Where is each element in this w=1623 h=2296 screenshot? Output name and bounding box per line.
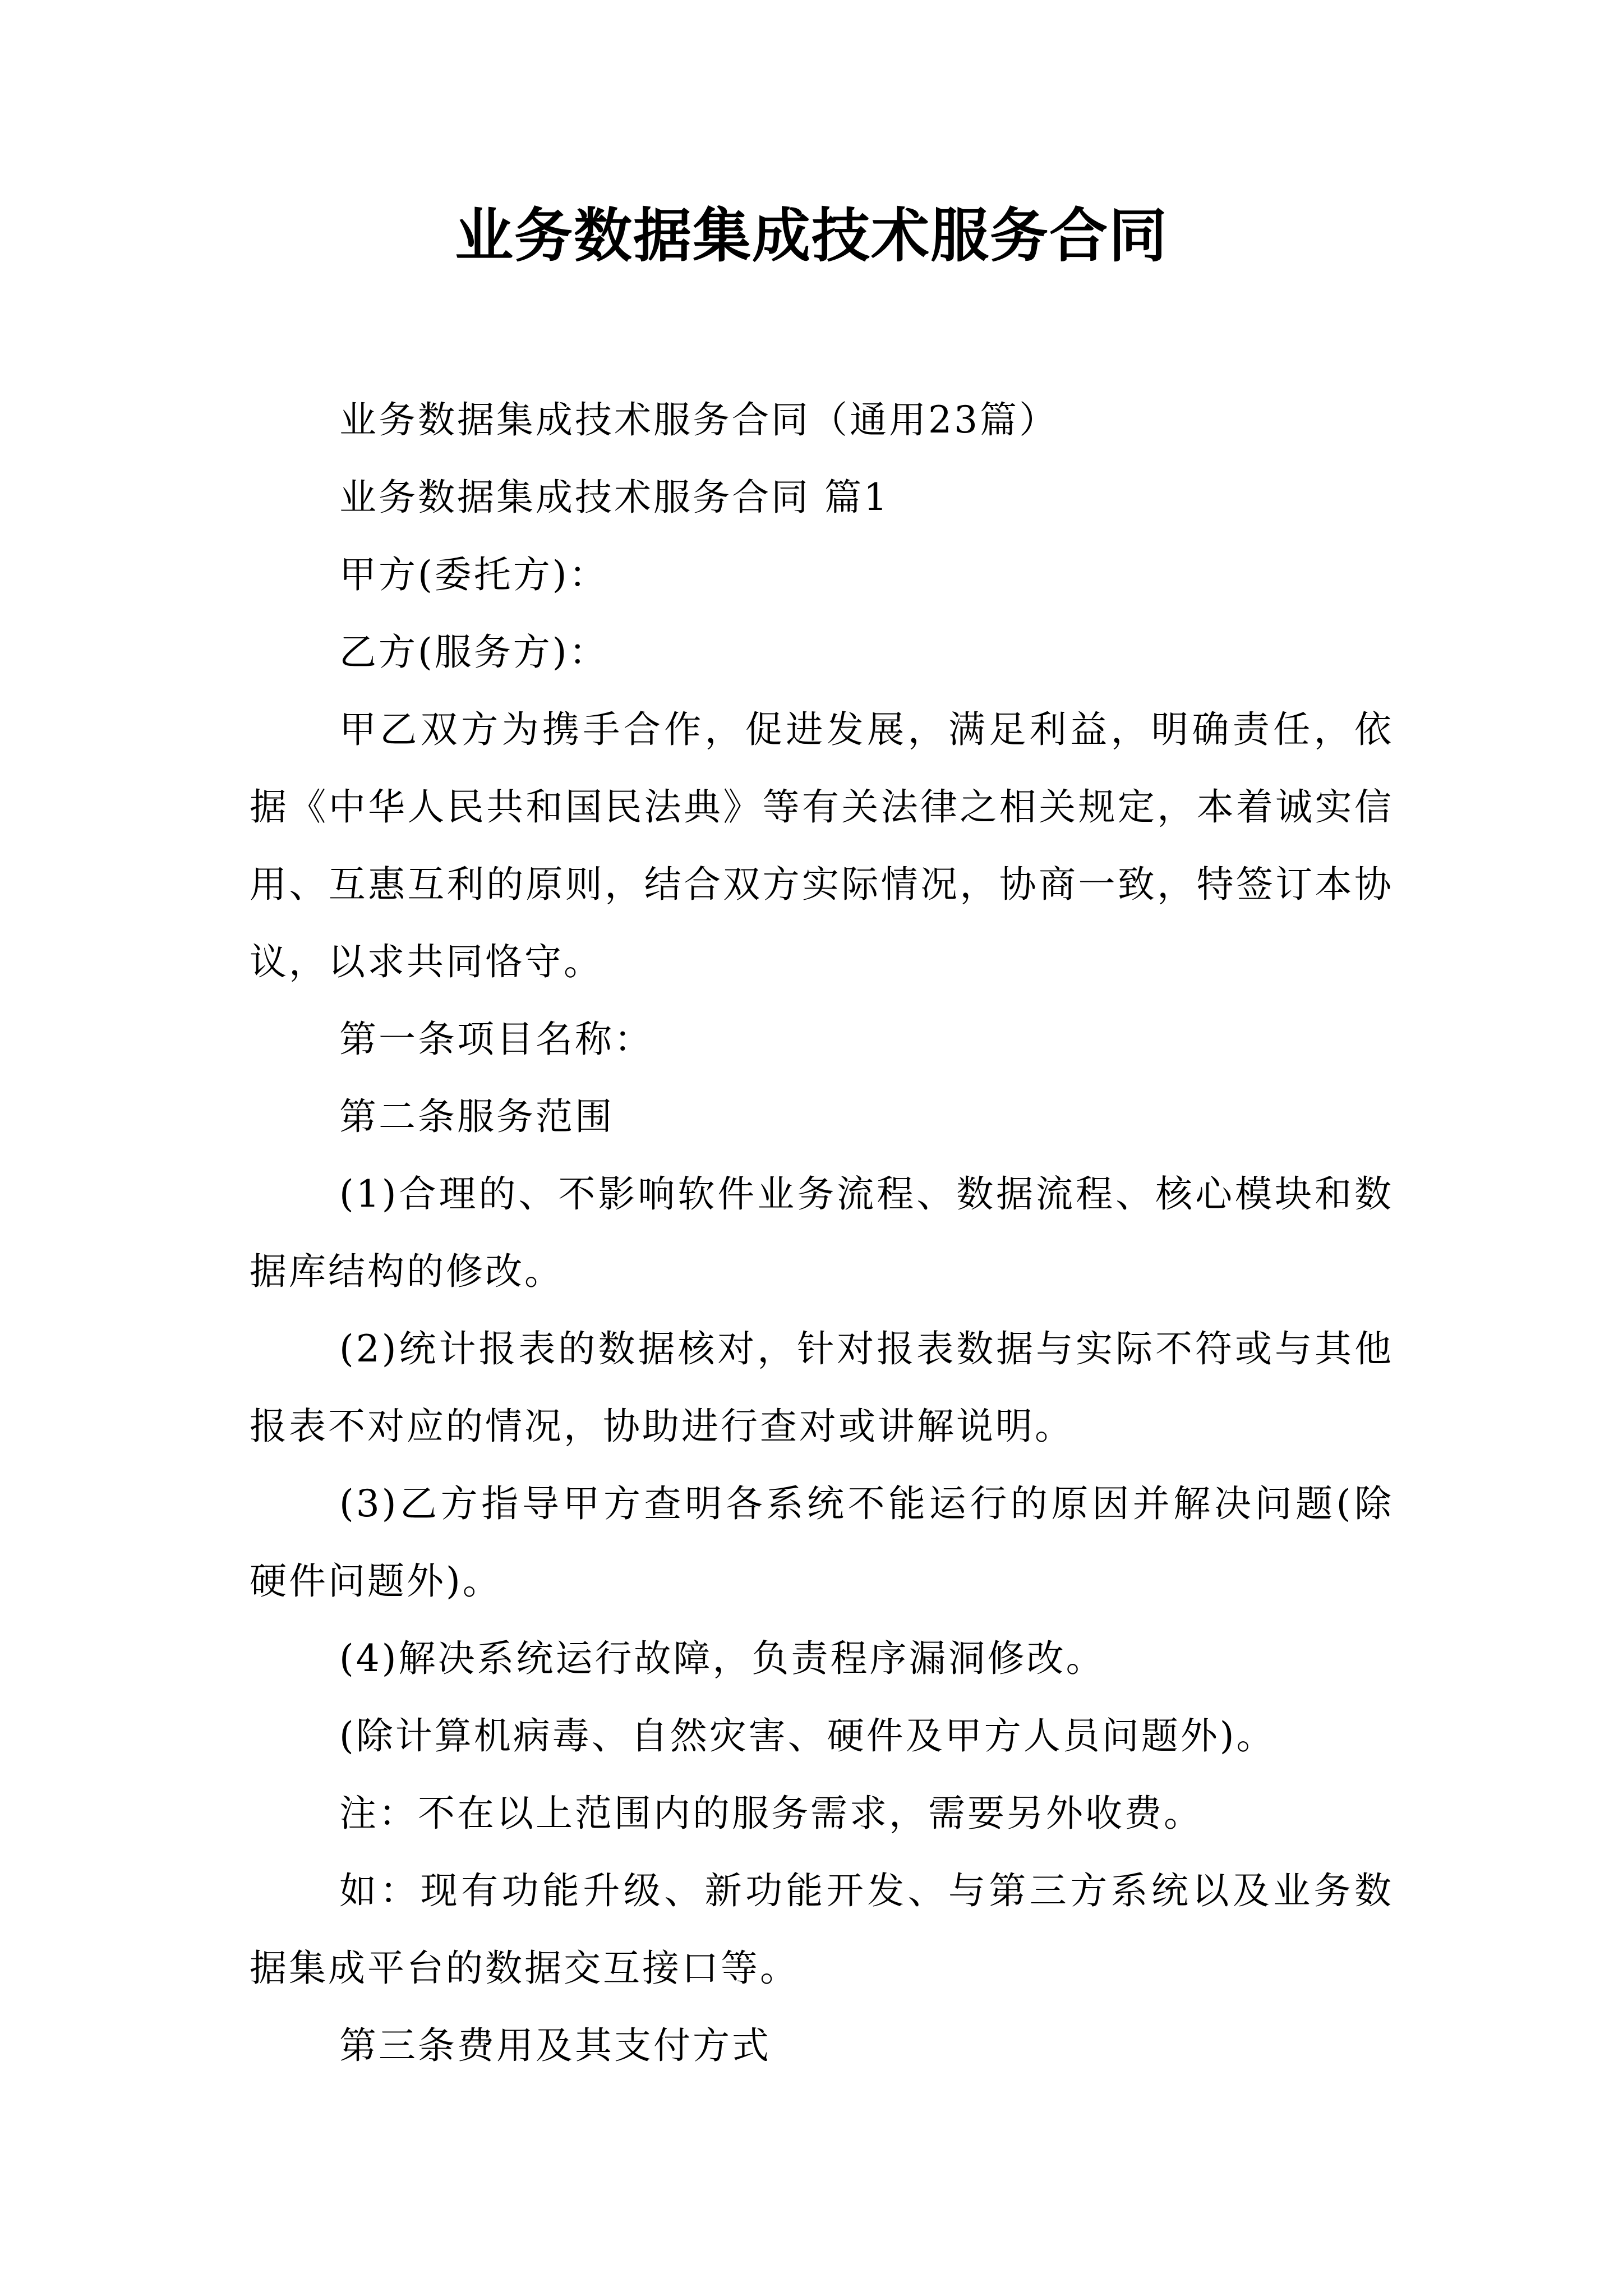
paragraph-party-b: 乙方(服务方)： — [339, 631, 608, 674]
paragraph-item-3: (3)乙方指导甲方查明各系统不能运行的原因并解决问题(除硬件问题外)。 — [250, 1482, 1394, 1603]
paragraph-preamble: 甲乙双方为携手合作，促进发展，满足利益，明确责任，依据《中华人民共和国民法典》等有关法律之相关规定，本着诚实信用、互惠互利的原则，结合双方实际情况，协商一致，特签订本协议，以求共同恪守。 — [250, 708, 1394, 983]
paragraph-note: 注：不在以上范围内的服务需求，需要另外收费。 — [339, 1792, 1203, 1835]
paragraph-item-2: (2)统计报表的数据核对，针对报表数据与实际不符或与其他报表不对应的情况，协助进行查对或讲解说明。 — [250, 1327, 1394, 1448]
paragraph-exclusions: (除计算机病毒、自然灾害、硬件及甲方人员问题外)。 — [339, 1714, 1276, 1757]
paragraph-section-heading: 业务数据集成技术服务合同 篇1 — [339, 476, 889, 519]
paragraph-article-1: 第一条项目名称： — [339, 1018, 653, 1061]
paragraph-article-2: 第二条服务范围 — [339, 1095, 614, 1138]
paragraph-article-3: 第三条费用及其支付方式 — [339, 2024, 771, 2067]
paragraph-item-4: (4)解决系统运行故障，负责程序漏洞修改。 — [339, 1637, 1105, 1680]
paragraph-party-a: 甲方(委托方)： — [339, 553, 608, 596]
document-title: 业务数据集成技术服务合同 — [454, 201, 1168, 270]
paragraph-item-1: (1)合理的、不影响软件业务流程、数据流程、核心模块和数据库结构的修改。 — [250, 1172, 1394, 1293]
document-body — [250, 381, 1394, 2085]
paragraph-example: 如：现有功能升级、新功能开发、与第三方系统以及业务数据集成平台的数据交互接口等。 — [250, 1869, 1394, 1990]
paragraph-subtitle: 业务数据集成技术服务合同（通用23篇） — [339, 398, 1058, 441]
